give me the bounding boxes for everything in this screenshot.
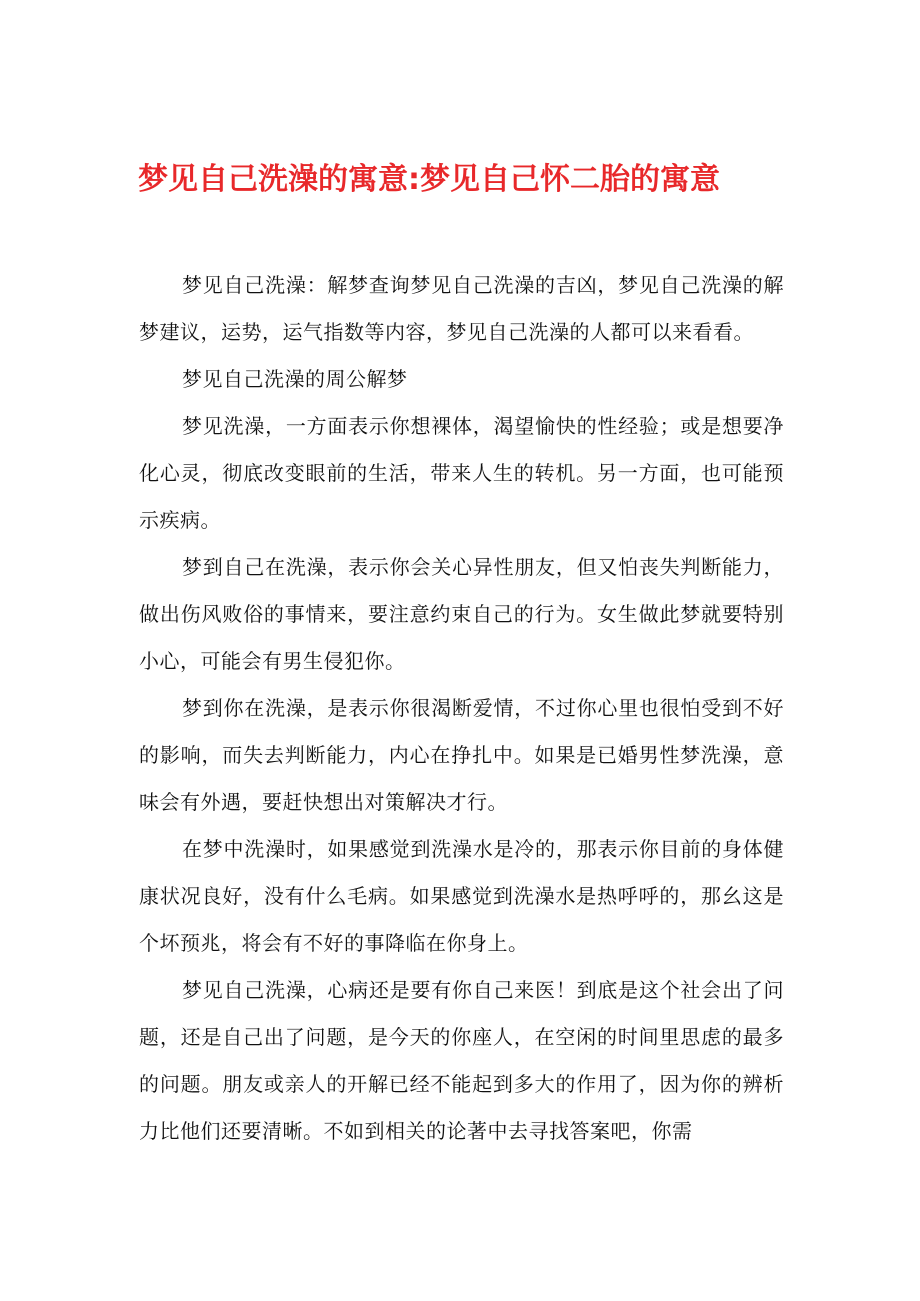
paragraph-subheading: 梦见自己洗澡的周公解梦: [182, 367, 408, 391]
paragraph: 在梦中洗澡时，如果感觉到洗澡水是冷的，那表示你目前的身体健康状况良好，没有什么毛病。如果感觉到洗澡水是热呼呼的，那幺这是个坏预兆，将会有不好的事降临在你身上。: [139, 837, 784, 955]
paragraph: 梦见自己洗澡，心病还是要有你自己来医！到底是这个社会出了问题，还是自己出了问题，是今天的你座人，在空闲的时间里思虑的最多的问题。朋友或亲人的开解已经不能起到多大的作用了，因为你的辨析力比他们还要清晰。不如到相关的论著中去寻找答案吧，你需: [139, 978, 784, 1143]
paragraph: 梦见洗澡，一方面表示你想裸体，渴望愉快的性经验；或是想要净化心灵，彻底改变眼前的生活，带来人生的转机。另一方面，也可能预示疾病。: [139, 414, 784, 532]
paragraph: 梦到你在洗澡，是表示你很渴断爱情，不过你心里也很怕受到不好的影响，而失去判断能力，内心在挣扎中。如果是已婚男性梦洗澡，意味会有外遇，要赶快想出对策解决才行。: [139, 696, 784, 814]
document-title: 梦见自己洗澡的寓意:梦见自己怀二胎的寓意: [138, 162, 720, 197]
paragraph-intro: 梦见自己洗澡：解梦查询梦见自己洗澡的吉凶，梦见自己洗澡的解梦建议，运势，运气指数等内容，梦见自己洗澡的人都可以来看看。: [139, 273, 784, 344]
paragraph: 梦到自己在洗澡，表示你会关心异性朋友，但又怕丧失判断能力，做出伤风败俗的事情来，要注意约束自己的行为。女生做此梦就要特别小心，可能会有男生侵犯你。: [139, 555, 784, 673]
document-body: [139, 262, 784, 1155]
